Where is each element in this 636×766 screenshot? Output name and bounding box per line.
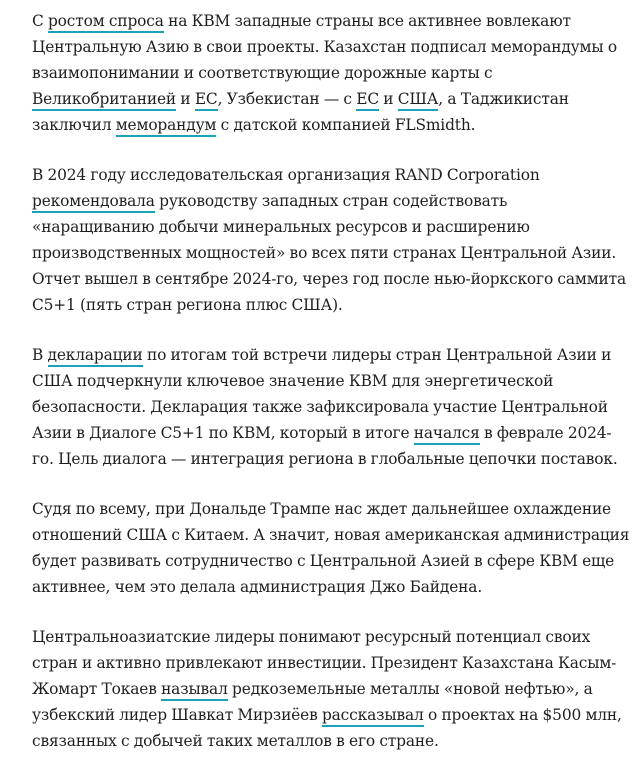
paragraph-text: В 2024 году исследовательская организация RAND Corporation <box>32 166 540 184</box>
paragraph <box>32 8 630 138</box>
inline-link[interactable]: ЕС <box>356 90 379 111</box>
paragraph-text: в феврале 2024-го. Цель диалога — интеграция региона в глобальные цепочки поставок. <box>32 424 618 468</box>
paragraph-text: и <box>378 90 398 108</box>
paragraph-text: с датской компанией FLSmidth. <box>216 116 476 134</box>
paragraph <box>32 162 630 318</box>
inline-link[interactable]: декларации <box>48 346 143 367</box>
inline-link[interactable]: ростом спроса <box>48 12 164 33</box>
inline-link[interactable]: Великобританией <box>32 90 176 111</box>
inline-link[interactable]: начался <box>414 424 480 445</box>
paragraph-text: на КВМ западные страны все активнее вовлекают Центральную Азию в свои проекты. Казахстан подписал меморандумы о взаимопонимании и соответствующие дорожные карты с <box>32 12 617 82</box>
inline-link[interactable]: рекомендовала <box>32 192 155 213</box>
inline-link[interactable]: рассказывал <box>322 706 424 727</box>
paragraph-text: , Узбекистан — с <box>217 90 357 108</box>
paragraph-text: С <box>32 12 48 30</box>
paragraph <box>32 342 630 472</box>
paragraph-text: о проектах на $500 млн, связанных с добычей таких металлов в его стране. <box>32 706 622 750</box>
paragraph-text: В <box>32 346 48 364</box>
inline-link[interactable]: ЕС <box>195 90 218 111</box>
inline-link[interactable]: называл <box>161 680 228 701</box>
paragraph <box>32 496 630 600</box>
paragraph-text: , а Таджикистан заключил <box>32 90 569 134</box>
paragraph <box>32 624 630 754</box>
paragraph-text: руководству западных стран содействовать «наращиванию добычи минеральных ресурсов и расширению производственных мощностей» во всех пяти странах Центральной Азии. Отчет вышел в сентябре 2024-го, через год после нью-йоркского саммита C5+1 (пять стран региона плюс США). <box>32 192 627 314</box>
inline-link[interactable]: меморандум <box>116 116 217 137</box>
paragraph-text: и <box>176 90 195 108</box>
paragraph-text: Судя по всему, при Дональде Трампе нас ждет дальнейшее охлаждение отношений США с Китаем. А значит, новая американская администрация будет развивать сотрудничество с Центральной Азией в сфере КВМ еще активнее, чем это делала администрация Джо Байдена. <box>32 500 630 596</box>
paragraph-text: по итогам той встречи лидеры стран Центральной Азии и США подчеркнули ключевое значение КВМ для энергетической безопасности. Декларация также зафиксировала участие Центральной Азии в Диалоге C5+1 по КВМ, который в итоге <box>32 346 612 442</box>
paragraph-text: Центральноазиатские лидеры понимают ресурсный потенциал своих стран и активно привлекают инвестиции. Президент Казахстана Касым-Жомарт Токаев <box>32 628 617 698</box>
inline-link[interactable]: США <box>398 90 439 111</box>
paragraph-text: редкоземельные металлы «новой нефтью», а узбекский лидер Шавкат Мирзиёев <box>32 680 593 724</box>
